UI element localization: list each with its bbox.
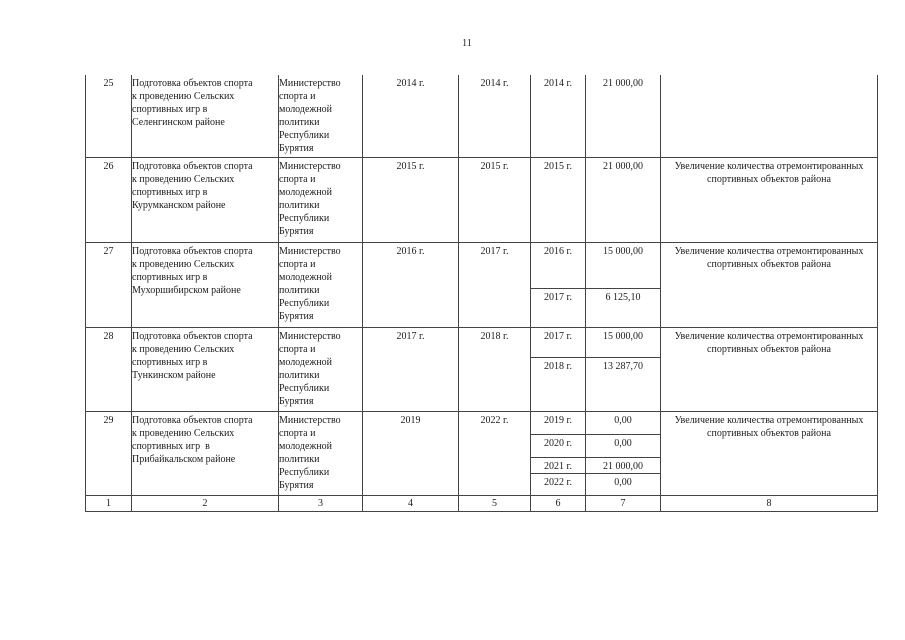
title-line: Подготовка объектов спорта <box>132 330 253 342</box>
table-row <box>86 242 878 288</box>
executor-line: Республики <box>279 297 330 309</box>
table-body <box>86 75 878 511</box>
funding-amount-cell: 21 000,00 <box>586 157 661 242</box>
executor-line: политики <box>279 284 320 296</box>
row-number-cell: 29 <box>86 411 132 495</box>
result-line: спортивных объектов района <box>707 343 831 355</box>
executor-line: Министерство <box>279 414 341 426</box>
row-number-cell: 27 <box>86 242 132 327</box>
executor-line: молодежной <box>279 271 333 283</box>
funding-year-cell: 2015 г. <box>531 157 586 242</box>
executor-line: молодежной <box>279 440 333 452</box>
end-year-cell: 2017 г. <box>459 242 531 327</box>
row-number-cell: 25 <box>86 75 132 157</box>
executor-line: спорта и <box>279 91 316 102</box>
column-number-cell: 2 <box>132 495 279 511</box>
title-line: к проведению Сельских <box>132 91 235 102</box>
expected-result-cell <box>661 327 878 411</box>
funding-year-cell: 2019 г. <box>531 411 586 434</box>
result-line: Увеличение количества отремонтированных <box>674 245 864 257</box>
title-line: Подготовка объектов спорта <box>132 414 253 426</box>
end-year-cell: 2015 г. <box>459 157 531 242</box>
executor-line: политики <box>279 453 320 465</box>
executor-line: спорта и <box>279 258 316 270</box>
title-line: к проведению Сельских <box>132 258 235 270</box>
title-line: спортивных игр в <box>132 271 208 283</box>
title-line: спортивных игр в <box>132 440 210 452</box>
title-line: Прибайкальском районе <box>132 453 236 465</box>
executor-line: молодежной <box>279 186 333 198</box>
funding-amount-cell: 13 287,70 <box>586 357 661 411</box>
end-year-cell: 2018 г. <box>459 327 531 411</box>
executor-cell <box>279 242 363 327</box>
funding-amount-cell: 0,00 <box>586 434 661 457</box>
start-year-cell: 2015 г. <box>363 157 459 242</box>
expected-result-cell <box>661 242 878 327</box>
result-line: Увеличение количества отремонтированных <box>674 330 864 342</box>
expected-result-cell <box>661 411 878 495</box>
column-number-cell: 6 <box>531 495 586 511</box>
executor-line: Республики <box>279 212 330 224</box>
row-number-cell: 28 <box>86 327 132 411</box>
funding-year-cell: 2018 г. <box>531 357 586 411</box>
title-line: спортивных игр в <box>132 104 208 115</box>
executor-line: Бурятия <box>279 479 314 491</box>
title-line: Курумканском районе <box>132 199 226 211</box>
title-line: Тункинском районе <box>132 369 216 381</box>
funding-amount-cell: 15 000,00 <box>586 242 661 288</box>
funding-year-cell: 2021 г. <box>531 457 586 473</box>
result-line: спортивных объектов района <box>707 258 831 270</box>
activity-title-cell <box>132 242 279 327</box>
executor-line: Министерство <box>279 330 341 342</box>
executor-cell <box>279 75 363 157</box>
funding-year-cell: 2020 г. <box>531 434 586 457</box>
activity-title-cell <box>132 157 279 242</box>
executor-line: Республики <box>279 382 330 394</box>
title-line: к проведению Сельских <box>132 343 235 355</box>
document-table <box>85 75 878 512</box>
result-line: спортивных объектов района <box>707 427 831 439</box>
executor-line: спорта и <box>279 173 316 185</box>
page-number: 11 <box>462 38 472 49</box>
title-line: Подготовка объектов спорта <box>132 160 253 172</box>
activity-title-cell <box>132 411 279 495</box>
column-number-cell: 1 <box>86 495 132 511</box>
start-year-cell: 2017 г. <box>363 327 459 411</box>
activity-title-cell <box>132 75 279 157</box>
executor-line: Министерство <box>279 160 341 172</box>
funding-amount-cell: 15 000,00 <box>586 327 661 357</box>
executor-line: молодежной <box>279 104 333 115</box>
executor-line: Министерство <box>279 78 341 89</box>
start-year-cell: 2014 г. <box>363 75 459 157</box>
title-line: спортивных игр в <box>132 186 208 198</box>
executor-cell <box>279 327 363 411</box>
column-number-cell: 4 <box>363 495 459 511</box>
start-year-cell: 2019 <box>363 411 459 495</box>
executor-cell <box>279 411 363 495</box>
executor-line: политики <box>279 369 320 381</box>
title-line: к проведению Сельских <box>132 173 235 185</box>
funding-year-cell: 2022 г. <box>531 473 586 495</box>
funding-amount-cell: 0,00 <box>586 473 661 495</box>
executor-line: Республики <box>279 130 330 141</box>
title-line: к проведению Сельских <box>132 427 235 439</box>
table-row <box>86 327 878 357</box>
executor-line: Министерство <box>279 245 341 257</box>
funding-amount-cell: 21 000,00 <box>586 457 661 473</box>
title-line: Селенгинском районе <box>132 117 225 128</box>
table-row <box>86 411 878 434</box>
result-line: Увеличение количества отремонтированных <box>674 414 864 426</box>
executor-line: спорта и <box>279 343 316 355</box>
column-number-cell: 3 <box>279 495 363 511</box>
title-line: Мухоршибирском районе <box>132 284 241 296</box>
funding-amount-cell: 21 000,00 <box>586 75 661 157</box>
title-line: Подготовка объектов спорта <box>132 245 253 257</box>
title-line: Подготовка объектов спорта <box>132 78 253 89</box>
executor-line: спорта и <box>279 427 316 439</box>
table-row <box>86 157 878 242</box>
start-year-cell: 2016 г. <box>363 242 459 327</box>
end-year-cell: 2014 г. <box>459 75 531 157</box>
activity-title-cell <box>132 327 279 411</box>
funding-year-cell: 2014 г. <box>531 75 586 157</box>
column-number-cell: 7 <box>586 495 661 511</box>
executor-cell <box>279 157 363 242</box>
result-line: Увеличение количества отремонтированных <box>674 160 864 172</box>
funding-amount-cell: 6 125,10 <box>586 288 661 327</box>
expected-result-cell <box>661 75 878 157</box>
funding-year-cell: 2017 г. <box>531 327 586 357</box>
executor-line: молодежной <box>279 356 333 368</box>
executor-line: политики <box>279 199 320 211</box>
table-row <box>86 75 878 157</box>
column-numbers-row <box>86 495 878 511</box>
executor-line: политики <box>279 117 320 128</box>
column-number-cell: 5 <box>459 495 531 511</box>
end-year-cell: 2022 г. <box>459 411 531 495</box>
executor-line: Бурятия <box>279 395 314 407</box>
executor-line: Бурятия <box>279 310 314 322</box>
executor-line: Бурятия <box>279 143 314 154</box>
title-line: спортивных игр в <box>132 356 208 368</box>
expected-result-cell <box>661 157 878 242</box>
row-number-cell: 26 <box>86 157 132 242</box>
column-number-cell: 8 <box>661 495 878 511</box>
funding-year-cell: 2016 г. <box>531 242 586 288</box>
result-line: спортивных объектов района <box>707 173 831 185</box>
funding-year-cell: 2017 г. <box>531 288 586 327</box>
executor-line: Республики <box>279 466 330 478</box>
executor-line: Бурятия <box>279 225 314 237</box>
funding-amount-cell: 0,00 <box>586 411 661 434</box>
